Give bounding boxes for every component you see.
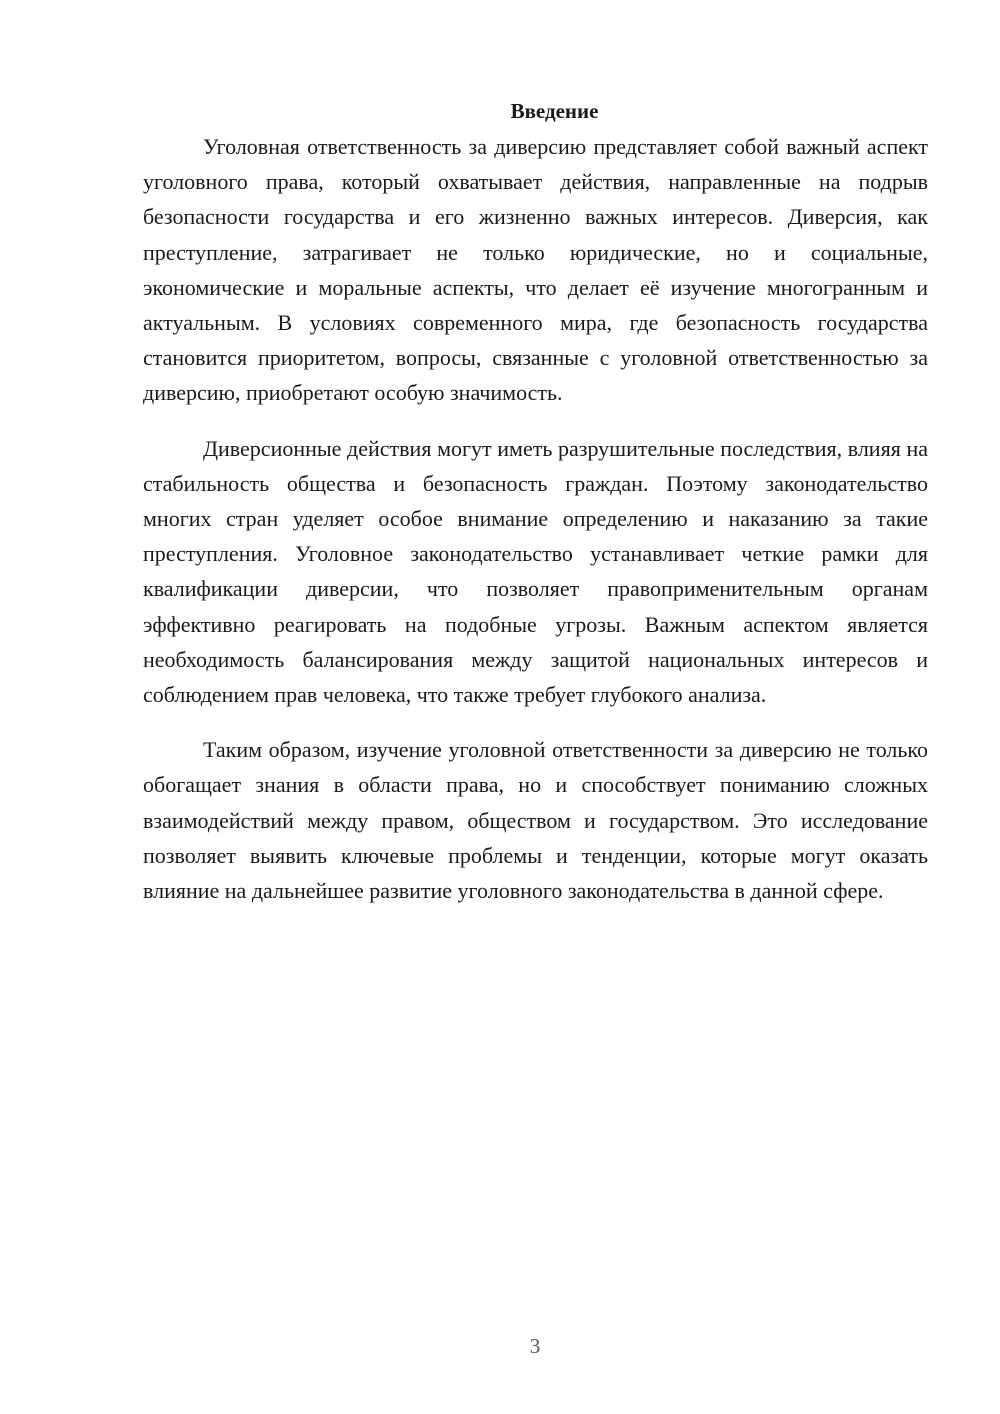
document-body xyxy=(143,94,928,928)
section-heading: Введение xyxy=(510,99,599,123)
paragraph-1: Уголовная ответственность за диверсию представляет собой важный аспект уголовного права, который охватывает действия, направленные на подрыв безопасности государства и его жизненно важных интересов. Диверсия, как преступление, затрагивает не только юридические, но и социальные, экономические и моральные аспекты, что делает её изучение многогранным и актуальным. В условиях современного мира, где безопасность государства становится приоритетом, вопросы, связанные с уголовной ответственностью за диверсию, приобретают особую значимость. xyxy=(143,134,928,406)
paragraph-3: Таким образом, изучение уголовной ответственности за диверсию не только обогащает знания в области права, но и способствует пониманию сложных взаимодействий между правом, обществом и государством. Это исследование позволяет выявить ключевые проблемы и тенденции, которые могут оказать влияние на дальнейшее развитие уголовного законодательства в данной сфере. xyxy=(143,737,928,904)
page-number: 3 xyxy=(529,1334,541,1358)
paragraph-2: Диверсионные действия могут иметь разрушительные последствия, влияя на стабильность общества и безопасность граждан. Поэтому законодательство многих стран уделяет особое внимание определению и наказанию за такие преступления. Уголовное законодательство устанавливает четкие рамки для квалификации диверсии, что позволяет правоприменительным органам эффективно реагировать на подобные угрозы. Важным аспектом является необходимость балансирования между защитой национальных интересов и соблюдением прав человека, что также требует глубокого анализа. xyxy=(143,435,928,708)
